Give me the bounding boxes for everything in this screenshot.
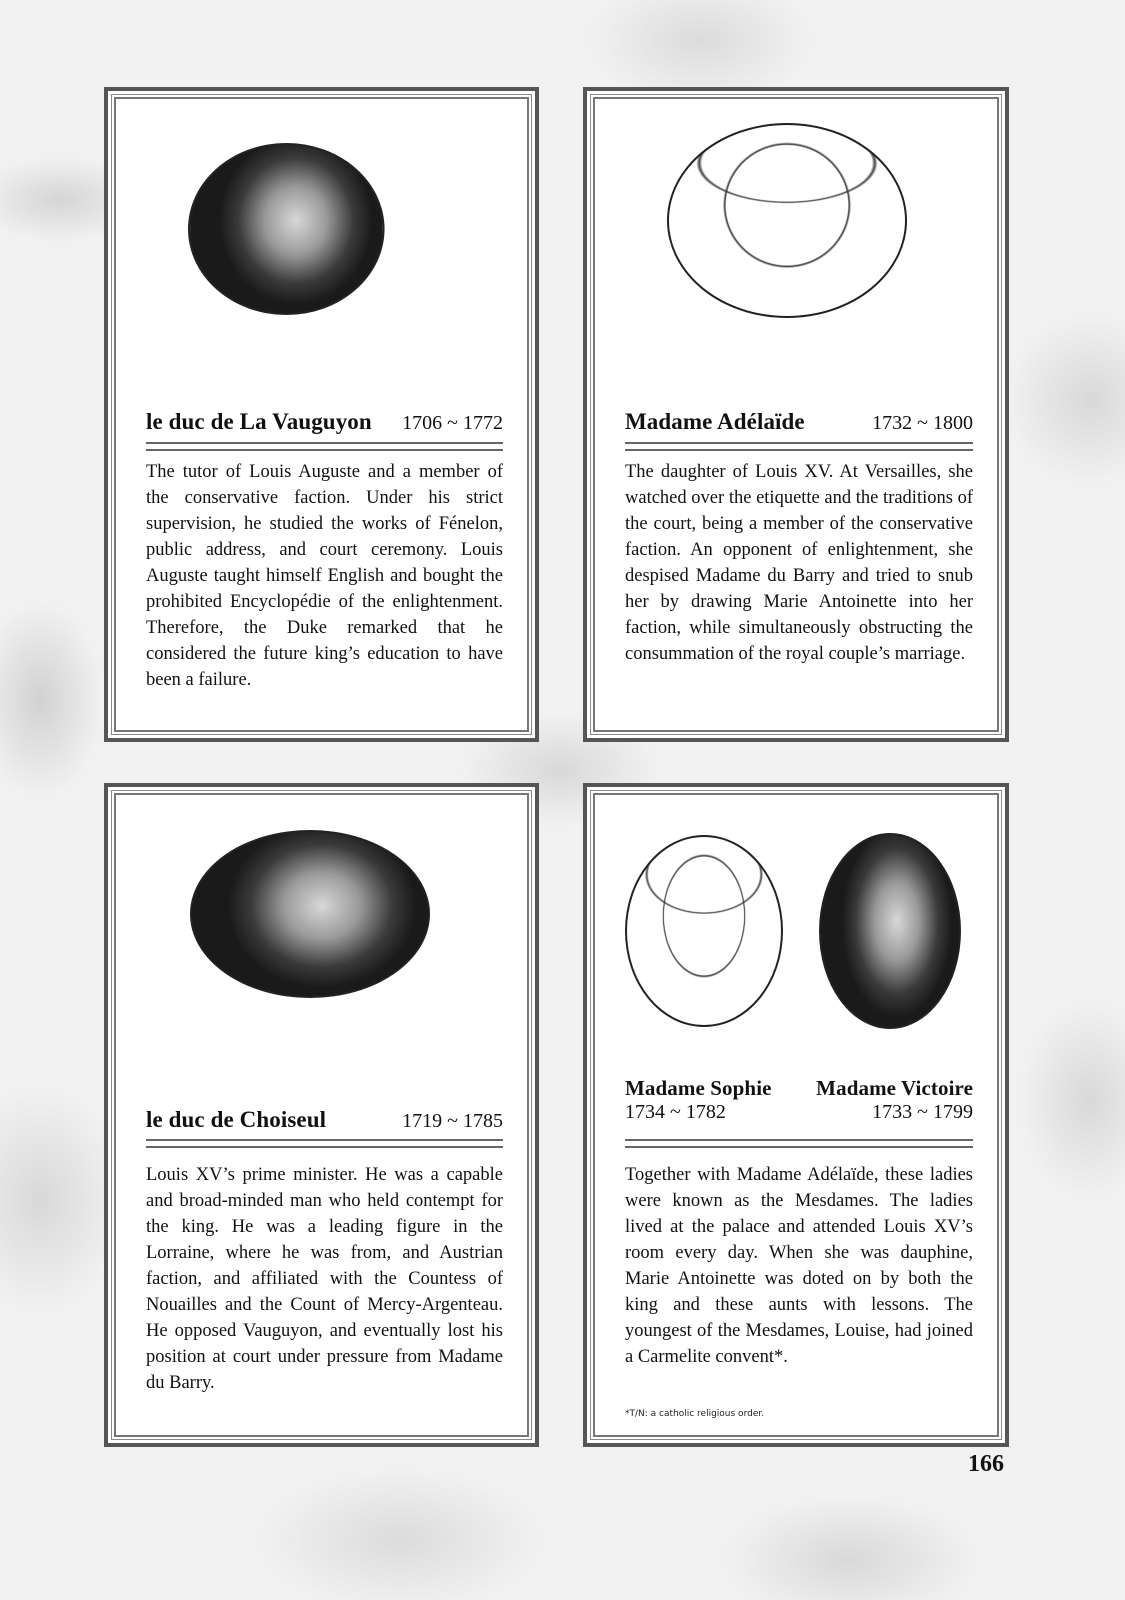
translator-footnote: *T/N: a catholic religious order. [625,1409,765,1419]
person-name-sophie: Madame Sophie [625,1076,772,1100]
person-dates-victoire: 1733 ~ 1799 [872,1101,973,1123]
person-dates-sophie: 1734 ~ 1782 [625,1101,726,1123]
biography-text: The daughter of Louis XV. At Versailles, she watched over the etiquette and the traditions of the court, being a member of the conservative faction. An opponent of enlightenment, she despised Madame du Barry and tried to snub her by drawing Marie Antoinette into her faction, while simultaneously obstructing the consummation of the royal couple’s marriage. [625,462,973,664]
person-dates: 1706 ~ 1772 [402,412,503,434]
title-divider [625,1139,973,1148]
card-madame-adelaide [583,87,1009,742]
card-la-vauguyon [104,87,539,742]
biography-text: The tutor of Louis Auguste and a member of the conservative faction. Under his strict supervision, he studied the works of Fénelon, public address, and court ceremony. Louis Auguste taught himself English and bought the prohibited Encyclopédie of the enlightenment. Therefore, the Duke remarked that he considered the future king’s education to have been a failure. [146,462,503,690]
person-dates: 1732 ~ 1800 [872,412,973,434]
person-name: le duc de Choiseul [146,1107,327,1132]
biography-text: Together with Madame Adélaïde, these ladies were known as the Mesdames. The ladies lived at the palace and attended Louis XV’s room every day. When she was dauphine, Marie Antoinette was doted on by both the king and these aunts with lessons. The youngest of the Mesdames, Louise, had joined a Carmelite convent*. [625,1165,973,1367]
person-name: le duc de La Vauguyon [146,409,372,434]
page-number: 166 [968,1451,1004,1477]
biography-text: Louis XV’s prime minister. He was a capable and broad-minded man who held contempt for the king. He was a leading figure in the Lorraine, where he was from, and Austrian faction, and affiliated with the Countess of Nouailles and the Count of Mercy-Argenteau. He opposed Vauguyon, and eventually lost his position at court under pressure from Madame du Barry. [146,1165,503,1393]
person-dates: 1719 ~ 1785 [402,1110,503,1132]
card-choiseul [104,783,539,1447]
person-name: Madame Adélaïde [625,409,805,434]
title-divider [625,442,973,451]
title-divider [146,442,503,451]
person-name-victoire: Madame Victoire [816,1076,973,1100]
title-divider [146,1139,503,1148]
card-mesdames [583,783,1009,1447]
